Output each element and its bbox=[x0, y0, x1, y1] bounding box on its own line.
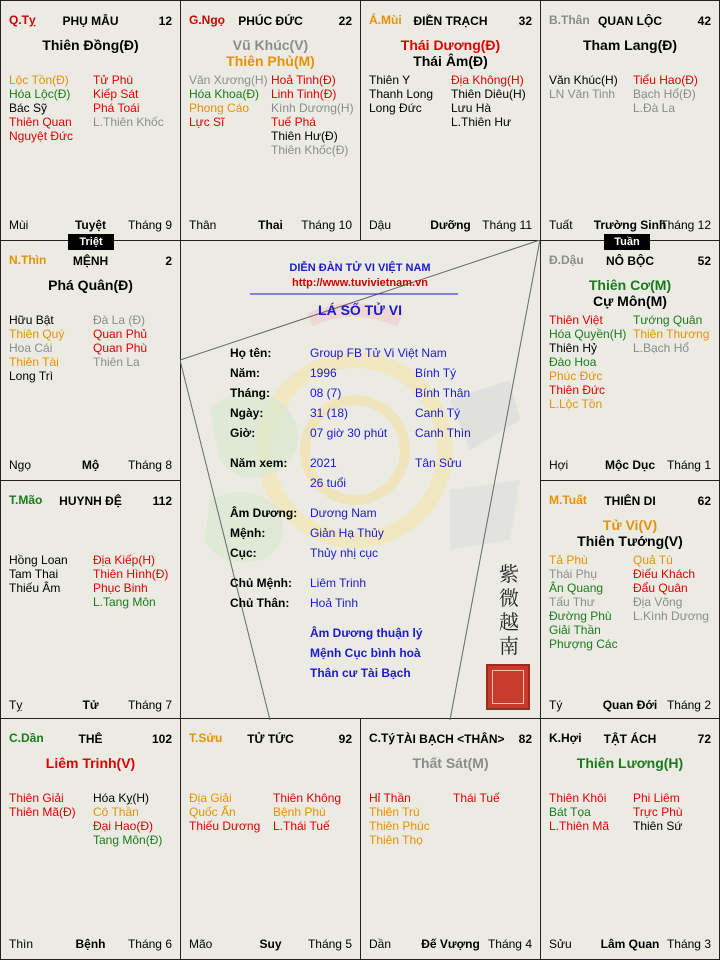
palace-age-number: 52 bbox=[697, 254, 711, 268]
right-star-column bbox=[453, 791, 500, 805]
palace-name: THÊ bbox=[78, 732, 103, 746]
minor-star: Hóa Lộc(Đ) bbox=[9, 87, 71, 101]
minor-star: Hồng Loan bbox=[9, 553, 68, 567]
minor-star: Thái Phụ bbox=[549, 567, 598, 581]
palace-name: PHỤ MẪU bbox=[62, 14, 119, 28]
minor-star: Phục Binh bbox=[93, 581, 148, 595]
palace-mui bbox=[360, 0, 541, 241]
minor-star: Thiên Mã(Đ) bbox=[9, 805, 76, 819]
major-star: Thiên Lương(H) bbox=[576, 755, 684, 771]
minor-star: Hoả Tinh(Đ) bbox=[271, 73, 336, 87]
palace-name: NÔ BỘC bbox=[606, 254, 654, 268]
palace-stem-branch: Q.Tỵ bbox=[9, 13, 36, 27]
palace-age-number: 22 bbox=[338, 14, 352, 28]
triet-tag: Triệt bbox=[68, 234, 114, 250]
palace-age-number: 62 bbox=[697, 494, 711, 508]
left-star-column bbox=[9, 73, 73, 143]
minor-star: Tướng Quân bbox=[633, 313, 703, 327]
palace-age-number: 32 bbox=[518, 14, 532, 28]
minor-star: Thiên Sứ bbox=[633, 819, 683, 833]
palace-branch: Mão bbox=[189, 937, 213, 951]
minor-star: Bác Sỹ bbox=[9, 101, 48, 115]
minor-star: L.Thiên Mã bbox=[549, 819, 610, 833]
minor-star: Phượng Các bbox=[549, 637, 618, 651]
right-star-column bbox=[93, 791, 162, 847]
minor-star: Văn Xương(H) bbox=[189, 73, 268, 87]
palace-header bbox=[189, 13, 352, 29]
palace-footer bbox=[549, 218, 711, 232]
palace-mao bbox=[0, 480, 181, 721]
minor-star: Ân Quang bbox=[549, 581, 604, 595]
minor-star: Văn Khúc(H) bbox=[549, 73, 618, 87]
palace-footer bbox=[9, 218, 172, 232]
minor-star: L.Lộc Tồn bbox=[549, 397, 603, 411]
seal-character: 微 bbox=[499, 586, 519, 610]
minor-star: Phi Liêm bbox=[633, 791, 680, 805]
palace-name: ĐIỀN TRẠCH bbox=[413, 14, 488, 28]
palace-branch: Tuất bbox=[549, 218, 573, 232]
palace-footer bbox=[369, 937, 532, 951]
palace-name: QUAN LỘC bbox=[598, 14, 662, 28]
palace-dau bbox=[540, 240, 720, 481]
chumenh-label: Chủ Mệnh: bbox=[230, 576, 292, 590]
left-star-column bbox=[369, 791, 430, 847]
palace-month: Tháng 5 bbox=[307, 937, 352, 951]
seal-character: 南 bbox=[499, 634, 519, 658]
minor-star: Thiên Quan bbox=[9, 115, 72, 129]
palace-age-number: 82 bbox=[518, 732, 532, 746]
minor-star: Đẩu Quân bbox=[633, 581, 688, 595]
palace-ngo bbox=[180, 0, 361, 241]
cuc-value: Thủy nhị cục bbox=[310, 546, 379, 560]
palace-branch: Hợi bbox=[549, 458, 569, 472]
life-stage: Đế Vượng bbox=[421, 937, 480, 951]
month-canchi: Bính Thân bbox=[415, 386, 471, 400]
minor-star: Tang Môn(Đ) bbox=[93, 833, 163, 847]
minor-star: Thiên Khôi bbox=[549, 791, 607, 805]
palace-month: Tháng 1 bbox=[666, 458, 711, 472]
major-star: Phá Quân(Đ) bbox=[48, 277, 133, 293]
left-star-column bbox=[9, 553, 68, 595]
right-star-column bbox=[271, 73, 354, 157]
palace-month: Tháng 11 bbox=[482, 218, 532, 232]
minor-star: Tử Phù bbox=[93, 73, 134, 87]
minor-star: Tiểu Hao(Đ) bbox=[633, 73, 698, 87]
hour-value: 07 giờ 30 phút bbox=[310, 426, 388, 440]
forum-name: DIỄN ĐÀN TỬ VI VIỆT NAM bbox=[289, 262, 431, 274]
minor-star: Lực Sĩ bbox=[189, 115, 225, 129]
center-panel bbox=[180, 240, 540, 720]
minor-star: Hóa Kỵ(H) bbox=[93, 791, 150, 805]
minor-star: Phong Cáo bbox=[189, 101, 250, 115]
minor-star: Thiên Đức bbox=[549, 383, 606, 397]
minor-star: Long Trì bbox=[9, 369, 54, 383]
chart-title: LÁ SỐ TỬ VI bbox=[318, 302, 402, 318]
minor-star: Thiên Phúc bbox=[369, 819, 430, 833]
palace-header bbox=[549, 493, 711, 509]
palace-footer bbox=[189, 937, 352, 951]
minor-star: Hoa Cái bbox=[9, 341, 53, 355]
minor-star: Thiên Tài bbox=[9, 355, 59, 369]
palace-month: Tháng 8 bbox=[127, 458, 172, 472]
right-star-column bbox=[633, 553, 709, 623]
palace-footer bbox=[9, 458, 172, 472]
minor-star: Thái Tuế bbox=[453, 791, 500, 805]
palace-name: THIÊN DI bbox=[604, 494, 656, 508]
life-stage: Suy bbox=[259, 937, 282, 951]
seal-calligraphy bbox=[496, 562, 522, 658]
palace-stem-branch: N.Thìn bbox=[9, 253, 47, 267]
palace-footer bbox=[369, 218, 532, 232]
palace-than bbox=[540, 0, 720, 241]
palace-stem-branch: M.Tuất bbox=[549, 493, 587, 507]
chumenh-value: Liêm Trinh bbox=[310, 576, 367, 590]
minor-star: L.Tang Môn bbox=[93, 595, 156, 609]
palace-branch: Ngọ bbox=[9, 458, 32, 472]
minor-star: Kiếp Sát bbox=[93, 87, 139, 101]
viewyear-label: Năm xem: bbox=[230, 456, 288, 470]
minor-star: Thiên Trù bbox=[369, 805, 420, 819]
palace-branch: Dậu bbox=[369, 218, 392, 232]
minor-star: Hữu Bật bbox=[9, 313, 54, 327]
minor-star: L.Thiên Hư bbox=[451, 115, 512, 129]
palace-header bbox=[189, 731, 352, 747]
major-star: Thiên Đồng(Đ) bbox=[42, 37, 139, 53]
palace-age-number: 2 bbox=[165, 254, 172, 268]
minor-star: Cô Thần bbox=[93, 805, 139, 819]
minor-star: Đào Hoa bbox=[549, 355, 597, 369]
palace-age-number: 112 bbox=[152, 494, 172, 508]
seal-stamp bbox=[486, 664, 530, 710]
palace-name: TỬ TỨC bbox=[247, 732, 294, 746]
palace-header bbox=[9, 493, 172, 509]
palace-month: Tháng 9 bbox=[127, 218, 172, 232]
minor-star: Thiếu Dương bbox=[189, 819, 261, 833]
palace-header bbox=[9, 731, 172, 747]
minor-star: Bệnh Phù bbox=[273, 805, 326, 819]
right-star-column bbox=[451, 73, 526, 129]
palace-stem-branch: B.Thân bbox=[549, 13, 590, 27]
minor-star: L.Thiên Khốc bbox=[93, 115, 164, 129]
palace-header bbox=[369, 13, 532, 29]
minor-star: Phá Toái bbox=[93, 101, 140, 115]
life-stage: Mộ bbox=[81, 458, 100, 472]
palace-header bbox=[549, 13, 711, 29]
left-star-column bbox=[549, 553, 618, 651]
hour-canchi: Canh Thìn bbox=[415, 426, 471, 440]
palace-stem-branch: C.Dần bbox=[9, 731, 44, 745]
palace-branch: Thân bbox=[189, 218, 217, 232]
palace-name: HUYNH ĐỆ bbox=[59, 494, 122, 508]
palace-suu bbox=[180, 718, 361, 960]
minor-star: Lộc Tồn(Đ) bbox=[9, 73, 69, 87]
palace-age-number: 42 bbox=[697, 14, 711, 28]
minor-star: Hóa Khoa(Đ) bbox=[189, 87, 260, 101]
amduong-value: Dương Nam bbox=[310, 506, 377, 520]
minor-star: Giải Thần bbox=[549, 623, 601, 637]
right-star-column bbox=[633, 73, 698, 115]
minor-star: Tả Phù bbox=[549, 553, 588, 567]
minor-star: Tam Thai bbox=[9, 567, 59, 581]
right-star-column bbox=[633, 791, 683, 833]
minor-star: Điếu Khách bbox=[633, 567, 696, 581]
minor-star: LN Văn Tinh bbox=[549, 87, 616, 101]
minor-star: Nguyệt Đức bbox=[9, 129, 74, 143]
major-star: Thiên Cơ(M) bbox=[588, 277, 672, 293]
major-star: Thái Dương(Đ) bbox=[400, 37, 501, 53]
left-star-column bbox=[369, 73, 433, 115]
major-star: Liêm Trinh(V) bbox=[45, 755, 136, 771]
palace-footer bbox=[549, 698, 711, 712]
left-star-column bbox=[189, 791, 260, 833]
palace-tuat bbox=[540, 480, 720, 721]
minor-star: Địa Không(H) bbox=[451, 73, 524, 87]
minor-star: Thiếu Âm bbox=[9, 581, 61, 595]
palace-footer bbox=[9, 937, 172, 951]
life-stage: Bệnh bbox=[75, 937, 106, 951]
palace-stem-branch: T.Mão bbox=[9, 493, 43, 507]
minor-star: L.Kình Dương bbox=[633, 609, 709, 623]
right-star-column bbox=[93, 313, 147, 369]
palace-footer bbox=[189, 218, 352, 232]
palace-hoi bbox=[540, 718, 720, 960]
palace-stem-branch: T.Sửu bbox=[189, 731, 223, 745]
left-star-column bbox=[549, 73, 618, 101]
minor-star: Thiên Hình(Đ) bbox=[93, 567, 169, 581]
life-stage: Quan Đới bbox=[602, 698, 658, 712]
right-star-column bbox=[93, 73, 164, 129]
minor-star: Linh Tinh(Đ) bbox=[271, 87, 337, 101]
life-stage: Thai bbox=[258, 218, 283, 232]
palace-month: Tháng 2 bbox=[666, 698, 711, 712]
palace-name: PHÚC ĐỨC bbox=[238, 14, 303, 28]
left-star-column bbox=[549, 791, 609, 833]
minor-star: Thiên Y bbox=[369, 73, 411, 87]
palace-branch: Sửu bbox=[549, 937, 572, 951]
menh-value: Giản Hạ Thủy bbox=[310, 526, 384, 540]
cuc-label: Cục: bbox=[230, 546, 257, 560]
viewyear-value: 2021 bbox=[310, 456, 337, 470]
life-stage: Tuyệt bbox=[74, 218, 107, 232]
left-star-column bbox=[549, 313, 626, 411]
left-star-column bbox=[9, 313, 64, 383]
forum-url[interactable]: http://www.tuvivietnam.vn bbox=[292, 277, 428, 289]
major-star: Cự Môn(M) bbox=[593, 293, 667, 309]
minor-star: Thiên Diêu(H) bbox=[451, 87, 526, 101]
minor-star: Quốc Ấn bbox=[189, 805, 236, 819]
minor-star: Thiên Quý bbox=[9, 327, 65, 341]
right-star-column bbox=[273, 791, 341, 833]
life-stage: Lâm Quan bbox=[600, 937, 660, 951]
palace-branch: Thìn bbox=[9, 937, 34, 951]
palace-stem-branch: Á.Mùi bbox=[369, 13, 402, 27]
minor-star: Trực Phù bbox=[633, 805, 683, 819]
palace-header bbox=[369, 731, 532, 747]
minor-star: Thiên Hư(Đ) bbox=[271, 129, 338, 143]
major-star: Vũ Khúc(V) bbox=[232, 37, 309, 53]
major-star: Thái Âm(Đ) bbox=[413, 53, 488, 69]
note-thancu: Thân cư Tài Bạch bbox=[310, 666, 411, 680]
minor-star: Thiên Thọ bbox=[369, 833, 423, 847]
left-star-column bbox=[9, 791, 76, 819]
minor-star: Kình Dương(H) bbox=[271, 101, 354, 115]
day-value: 31 (18) bbox=[310, 406, 349, 420]
minor-star: Thiên Việt bbox=[549, 313, 603, 327]
age-value: 26 tuổi bbox=[310, 476, 347, 490]
right-star-column bbox=[93, 553, 168, 609]
minor-star: Hóa Quyền(H) bbox=[549, 327, 627, 341]
minor-star: Thiên Hỷ bbox=[549, 341, 598, 355]
name-label: Họ tên: bbox=[230, 346, 272, 360]
palace-age-number: 102 bbox=[151, 732, 172, 746]
major-star: Thiên Phủ(M) bbox=[226, 53, 315, 69]
minor-star: Hỉ Thần bbox=[369, 791, 411, 805]
palace-age-number: 92 bbox=[338, 732, 352, 746]
minor-star: Tuế Phá bbox=[271, 115, 316, 129]
palace-stem-branch: C.Tý bbox=[369, 731, 396, 745]
minor-star: Lưu Hà bbox=[451, 101, 492, 115]
life-stage: Trường Sinh bbox=[593, 218, 667, 232]
menh-label: Mệnh: bbox=[230, 526, 266, 540]
life-stage: Dưỡng bbox=[430, 218, 471, 232]
minor-star: Đại Hao(Đ) bbox=[93, 819, 154, 833]
month-value: 08 (7) bbox=[310, 386, 342, 400]
palace-header bbox=[9, 13, 172, 29]
hour-label: Giờ: bbox=[230, 426, 256, 440]
day-canchi: Canh Tý bbox=[415, 406, 461, 420]
chuthan-label: Chủ Thân: bbox=[230, 596, 290, 610]
day-label: Ngày: bbox=[230, 406, 264, 420]
amduong-label: Âm Dương: bbox=[230, 506, 298, 520]
major-star: Thiên Tướng(V) bbox=[577, 533, 683, 549]
tuan-tag: Tuần bbox=[604, 234, 650, 250]
life-stage: Tử bbox=[82, 698, 99, 712]
palace-month: Tháng 4 bbox=[487, 937, 532, 951]
note-menhcuc: Mệnh Cục bình hoà bbox=[310, 646, 421, 660]
palace-branch: Dần bbox=[369, 937, 392, 951]
minor-star: Thiên Khốc(Đ) bbox=[271, 143, 349, 157]
seal-character: 越 bbox=[499, 610, 519, 634]
year-value: 1996 bbox=[310, 366, 337, 380]
palace-ty bbox=[0, 0, 181, 241]
minor-star: Thiên La bbox=[93, 355, 140, 369]
chuthan-value: Hoả Tinh bbox=[310, 596, 359, 610]
name-value: Group FB Tử Vi Việt Nam bbox=[310, 346, 447, 360]
left-star-column bbox=[189, 73, 268, 129]
palace-age-number: 72 bbox=[697, 732, 711, 746]
minor-star: Địa Kiếp(H) bbox=[93, 553, 156, 567]
palace-header bbox=[9, 253, 172, 269]
minor-star: Bát Tọa bbox=[549, 805, 591, 819]
minor-star: Thiên Không bbox=[273, 791, 342, 805]
minor-star: L.Đà La bbox=[633, 101, 676, 115]
palace-branch: Mùi bbox=[9, 218, 29, 232]
palace-month: Tháng 10 bbox=[301, 218, 352, 232]
viewyear-canchi: Tân Sửu bbox=[415, 456, 462, 470]
palace-name: MỆNH bbox=[72, 254, 109, 268]
minor-star: Đường Phù bbox=[549, 609, 612, 623]
minor-star: Quả Tú bbox=[633, 553, 673, 567]
palace-stem-branch: K.Hợi bbox=[549, 731, 582, 745]
palace-month: Tháng 12 bbox=[660, 218, 711, 232]
palace-dan bbox=[0, 718, 181, 960]
minor-star: L.Thái Tuế bbox=[273, 819, 330, 833]
palace-header bbox=[549, 731, 711, 747]
minor-star: Thiên Giải bbox=[9, 791, 64, 805]
palace-footer bbox=[549, 937, 711, 951]
palace-footer bbox=[9, 698, 172, 712]
right-star-column bbox=[633, 313, 709, 355]
minor-star: Thiên Thương bbox=[633, 327, 710, 341]
minor-star: Thanh Long bbox=[369, 87, 434, 101]
year-canchi: Bính Tý bbox=[415, 366, 457, 380]
minor-star: Tấu Thư bbox=[549, 595, 595, 609]
minor-star: Địa Giải bbox=[189, 791, 232, 805]
seal-character: 紫 bbox=[499, 562, 519, 586]
minor-star: Bạch Hổ(Đ) bbox=[633, 87, 696, 101]
major-star: Tử Vi(V) bbox=[602, 517, 658, 533]
month-label: Tháng: bbox=[230, 386, 270, 400]
year-label: Năm: bbox=[230, 366, 261, 380]
palace-month: Tháng 7 bbox=[127, 698, 172, 712]
minor-star: Phúc Đức bbox=[549, 369, 603, 383]
palace-month: Tháng 3 bbox=[666, 937, 711, 951]
minor-star: Đà La (Đ) bbox=[93, 313, 146, 327]
minor-star: Địa Võng bbox=[633, 595, 683, 609]
major-star: Thất Sát(M) bbox=[412, 755, 489, 771]
palace-footer bbox=[549, 458, 711, 472]
note-amduong: Âm Dương thuận lý bbox=[310, 626, 423, 640]
life-stage: Mộc Dục bbox=[604, 458, 655, 472]
minor-star: Long Đức bbox=[369, 101, 422, 115]
minor-star: Quan Phủ bbox=[93, 327, 148, 341]
minor-star: L.Bạch Hổ bbox=[633, 341, 690, 355]
palace-branch: Tý bbox=[549, 698, 563, 712]
palace-stem-branch: Đ.Dậu bbox=[549, 253, 584, 267]
palace-thin bbox=[0, 240, 181, 481]
palace-name: TÀI BẠCH <THÂN> bbox=[396, 732, 505, 746]
palace-ty2 bbox=[360, 718, 541, 960]
palace-branch: Tỵ bbox=[9, 698, 23, 712]
major-star: Tham Lang(Đ) bbox=[582, 37, 678, 53]
palace-header bbox=[549, 253, 711, 269]
palace-age-number: 12 bbox=[158, 14, 172, 28]
palace-stem-branch: G.Ngọ bbox=[189, 13, 225, 27]
minor-star: Quan Phù bbox=[93, 341, 148, 355]
palace-month: Tháng 6 bbox=[127, 937, 172, 951]
palace-name: TẬT ÁCH bbox=[603, 732, 657, 746]
